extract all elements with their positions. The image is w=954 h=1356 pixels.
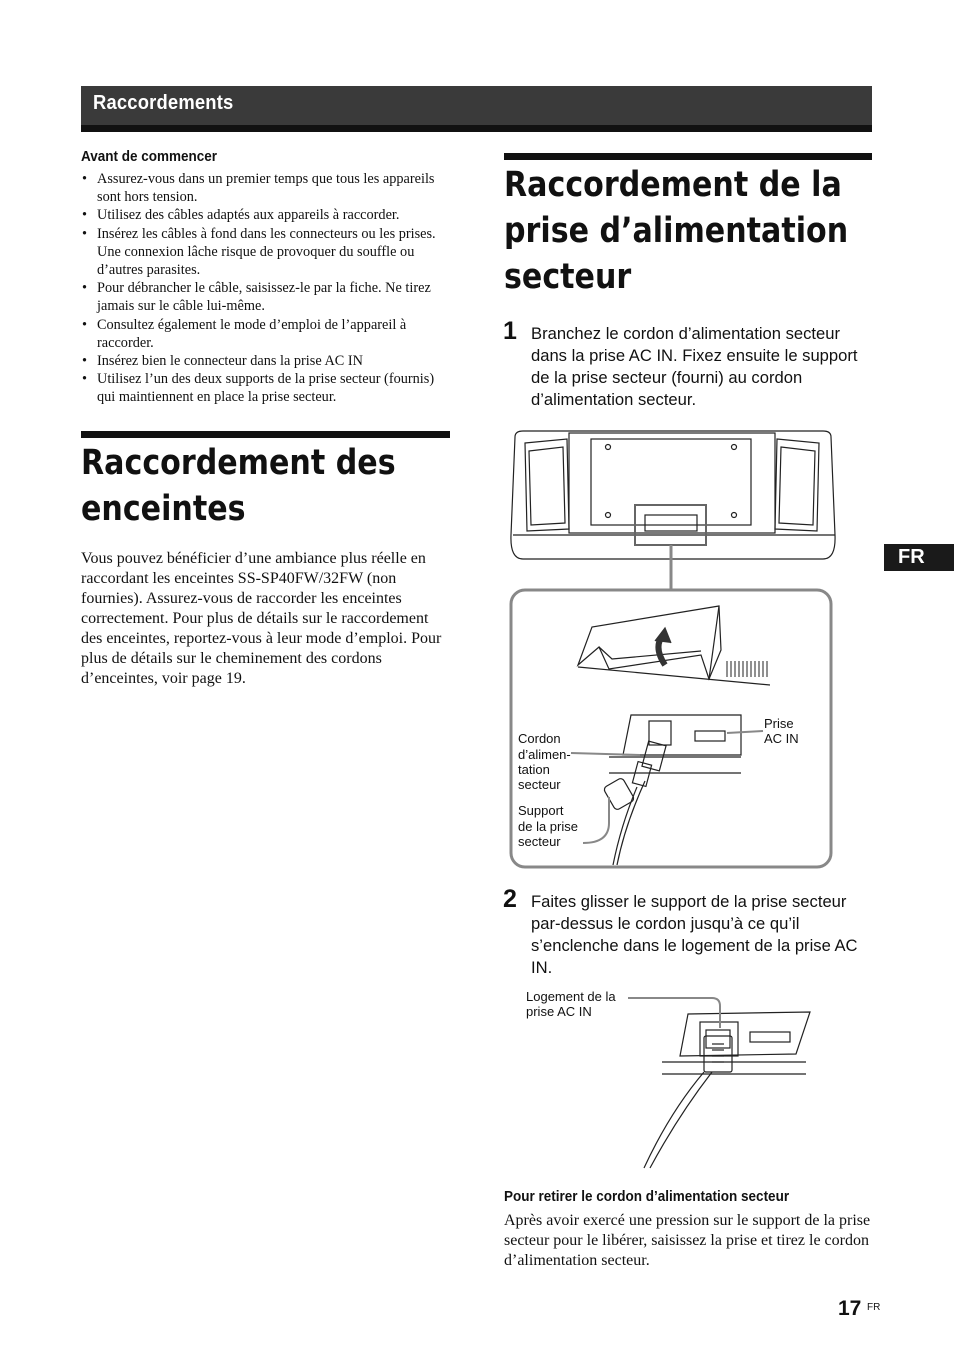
- power-title-line1: Raccordement de la: [504, 165, 842, 205]
- label-support-3: secteur: [518, 834, 561, 849]
- label-cordon-2: d’alimen-: [518, 747, 571, 762]
- label-logement-2: prise AC IN: [526, 1004, 592, 1019]
- speakers-title-line1: Raccordement des: [81, 443, 396, 483]
- power-title-line2: prise d’alimentation: [504, 211, 849, 251]
- language-tab-label: FR: [898, 546, 925, 568]
- label-cordon-1: Cordon: [518, 731, 561, 746]
- label-support-2: de la prise: [518, 819, 578, 834]
- speakers-paragraph: Vous pouvez bénéficier d’une ambiance plus réelle en raccordant les enceintes SS-SP40FW/32FW (non fournies). Assurez-vous de raccorder les enceintes correctement. Pour plus de détails sur le raccordement des enceintes, reportez-vous à leur mode d’emploi. Pour plus de détails sur le cheminement des cordons d’enceintes, voir page 19.: [81, 550, 442, 687]
- list-item: • Pour débrancher le câble, saisissez-le par la fiche. Ne tirez jamais sur le câble lui-même.: [81, 279, 451, 315]
- language-tab: [884, 544, 954, 571]
- step-2-number: 2: [503, 885, 517, 913]
- step-1-number: 1: [503, 317, 517, 345]
- label-prise-2: AC IN: [764, 731, 799, 746]
- list-item: • Insérez les câbles à fond dans les connecteurs ou les prises. Une connexion lâche risque de provoquer du souffle ou d’autres parasites.: [81, 225, 451, 280]
- section-header-bar: [81, 86, 872, 132]
- label-logement-1: Logement de la: [526, 989, 616, 1004]
- list-item: • Consultez également le mode d’emploi de l’appareil à raccorder.: [81, 316, 451, 352]
- list-item: • Assurez-vous dans un premier temps que tous les appareils sont hors tension.: [81, 170, 451, 206]
- list-item: • Insérez bien le connecteur dans la prise AC IN: [81, 352, 451, 370]
- section-header-title: Raccordements: [93, 92, 234, 114]
- page-number: 17: [838, 1297, 862, 1320]
- speakers-title-line2: enceintes: [81, 489, 246, 529]
- remove-cord-heading: Pour retirer le cordon d’alimentation secteur: [504, 1188, 790, 1205]
- section-rule: [504, 153, 872, 160]
- figure-ac-in-slot: [600, 992, 820, 1170]
- power-title-line3: secteur: [504, 257, 632, 297]
- label-support-1: Support: [518, 803, 564, 818]
- list-item: • Utilisez l’un des deux supports de la prise secteur (fournis) qui maintiennent en place la prise secteur.: [81, 370, 451, 406]
- list-item: • Utilisez des câbles adaptés aux appareils à raccorder.: [81, 206, 451, 224]
- step-2-text: Faites glisser le support de la prise secteur par-dessus le cordon jusqu’à ce qu’il s’enclenche dans le logement de la prise AC IN.: [531, 892, 858, 977]
- remove-cord-paragraph: Après avoir exercé une pression sur le support de la prise secteur pour le libérer, saisissez la prise et tirez le cordon d’alimentation secteur.: [504, 1212, 871, 1269]
- section-rule: [81, 431, 450, 438]
- page-number-suffix: FR: [867, 1302, 881, 1313]
- precautions-list: [81, 170, 451, 407]
- label-prise-1: Prise: [764, 716, 794, 731]
- before-start-heading: Avant de commencer: [81, 148, 218, 165]
- step-1-text: Branchez le cordon d’alimentation secteur dans la prise AC IN. Fixez ensuite le support de la prise secteur (fourni) au cordon d’alimentation secteur.: [531, 324, 858, 409]
- label-cordon-4: secteur: [518, 777, 561, 792]
- label-cordon-3: tation: [518, 762, 550, 777]
